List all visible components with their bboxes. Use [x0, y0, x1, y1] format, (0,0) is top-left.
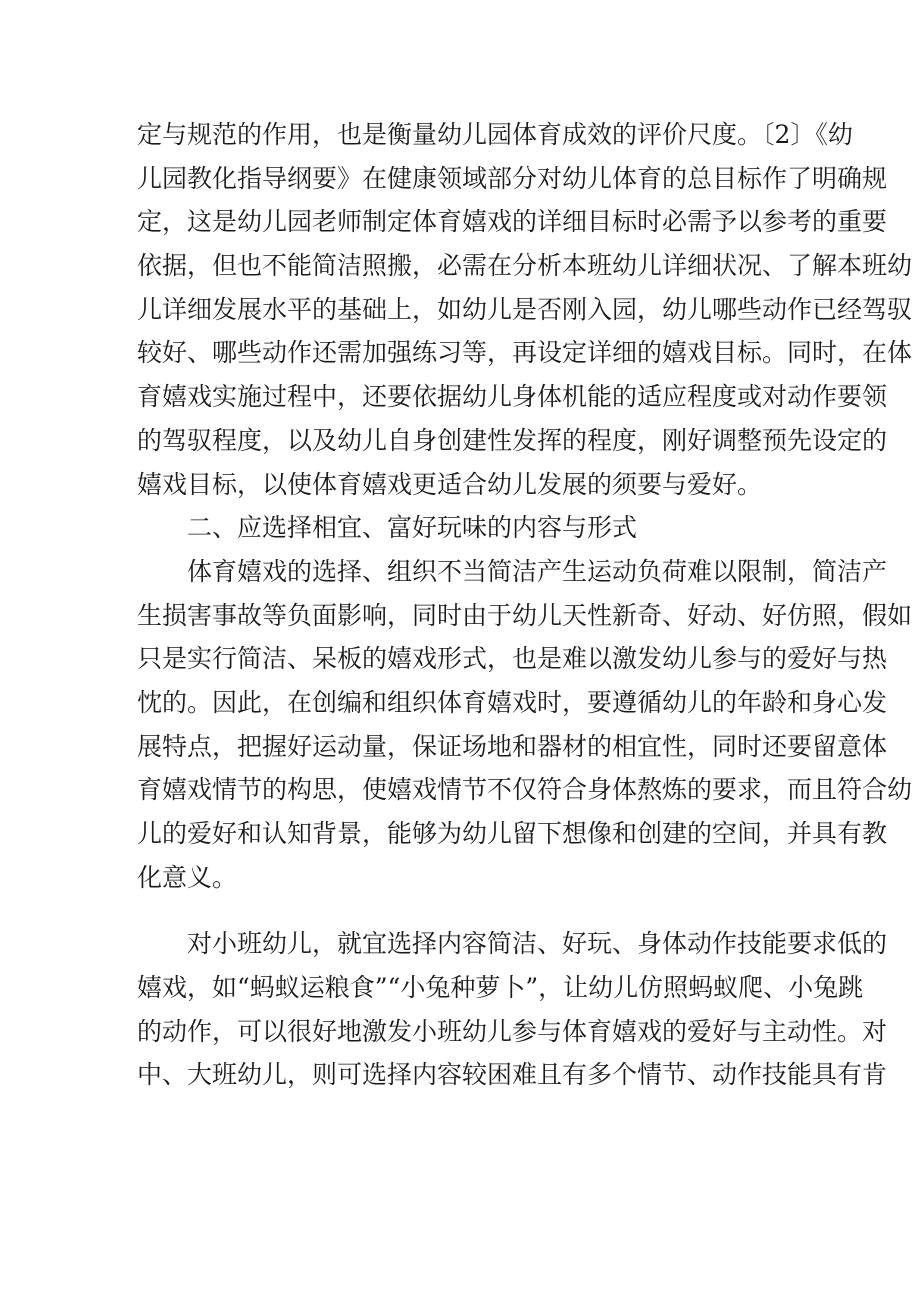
- text-line: 的动作，可以很好地激发小班幼儿参与体育嬉戏的爱好与主动性。对: [137, 1016, 888, 1046]
- text-line: 儿的爱好和认知背景，能够为幼儿留下想像和创建的空间，并具有教: [137, 819, 888, 848]
- text-line: 的驾驭程度，以及幼儿自身创建性发挥的程度，刚好调整预先设定的: [137, 425, 888, 455]
- text-line: 对小班幼儿，就宜选择内容简洁、好玩、身体动作技能要求低的: [187, 929, 888, 959]
- text-line: 中、大班幼儿，则可选择内容较困难且有多个情节、动作技能具有肯: [137, 1060, 888, 1090]
- text-line: 化意义。: [137, 862, 238, 892]
- text-line: 依据，但也不能简洁照搬，必需在分析本班幼儿详细状况、了解本班幼: [137, 251, 913, 281]
- text-line: 儿详细发展水平的基础上，如幼儿是否刚入园，幼儿哪些动作已经驾驭: [137, 294, 913, 324]
- text-line: 定，这是幼儿园老师制定体育嬉戏的详细目标时必需予以参考的重要: [137, 207, 888, 237]
- document-body: [137, 113, 913, 1097]
- text-line: 只是实行简洁、呆板的嬉戏形式，也是难以激发幼儿参与的爱好与热: [137, 644, 888, 674]
- text-line: 生损害事故等负面影响，同时由于幼儿天性新奇、好动、好仿照，假如: [137, 600, 913, 630]
- section-heading: 二、应选择相宜、富好玩味的内容与形式: [187, 513, 638, 543]
- text-line: 儿园教化指导纲要》在健康领域部分对幼儿体育的总目标作了明确规: [137, 163, 888, 193]
- text-line: 忱的。因此，在创编和组织体育嬉戏时，要遵循幼儿的年龄和身心发: [137, 687, 888, 717]
- text-line: 育嬉戏情节的构思，使嬉戏情节不仅符合身体熬炼的要求，而且符合幼: [137, 775, 913, 805]
- text-line: 展特点，把握好运动量，保证场地和器材的相宜性，同时还要留意体: [137, 731, 888, 761]
- text-line: 定与规范的作用，也是衡量幼儿园体育成效的评价尺度。〔2〕《幼: [137, 120, 853, 149]
- text-line: 嬉戏，如“蚂蚁运粮食”“小兔种萝卜”，让幼儿仿照蚂蚁爬、小兔跳: [137, 973, 864, 1003]
- text-line: 较好、哪些动作还需加强练习等，再设定详细的嬉戏目标。同时，在体: [137, 338, 913, 368]
- text-line: 育嬉戏实施过程中，还要依据幼儿身体机能的适应程度或对动作要领: [137, 382, 888, 412]
- text-line: 体育嬉戏的选择、组织不当简洁产生运动负荷难以限制，简洁产: [187, 556, 888, 586]
- text-line: 嬉戏目标，以使体育嬉戏更适合幼儿发展的须要与爱好。: [137, 469, 763, 499]
